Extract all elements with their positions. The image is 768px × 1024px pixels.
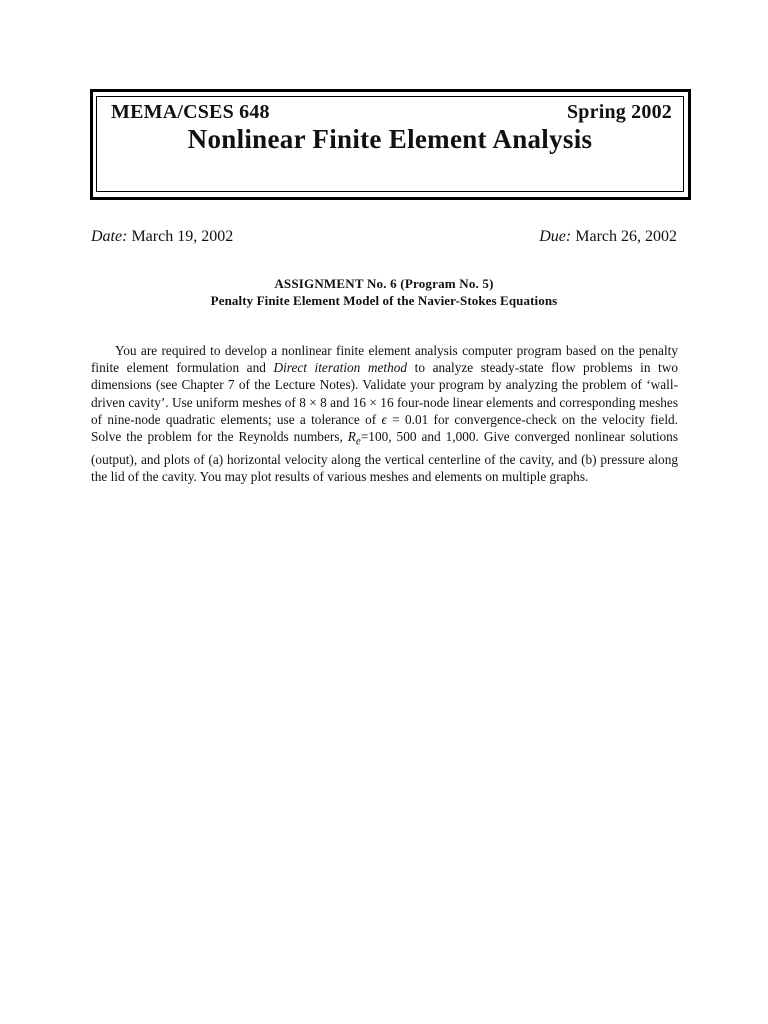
assignment-subtitle: Penalty Finite Element Model of the Navier-Stokes Equations <box>210 293 558 308</box>
epsilon-symbol: ϵ <box>381 411 387 427</box>
course-term: Spring 2002 <box>566 101 672 123</box>
body-text-4: =100, 500 and 1,000. Give converged nonlinear solutions (output), and plots of (a) horizontal velocity along the vertical centerline of the cavity, and (b) pressure along the lid of the cavity. You may plot results of various meshes and elements on multiple graphs. <box>91 429 678 485</box>
due-label: Due: <box>539 228 572 245</box>
assignment-body-paragraph <box>91 342 678 485</box>
assignment-title: ASSIGNMENT No. 6 (Program No. 5) <box>274 276 494 291</box>
reynolds-symbol: R <box>347 429 356 445</box>
body-text-2: to analyze steady-state flow problems in two dimensions (see Chapter 7 of the Lecture Notes). Validate your program by analyzing the problem of ‘wall-driven cavity’. Use uniform meshes of 8 × 8 and 16 × 16 four-node linear elements and corresponding meshes of nine-node quadratic elements; use a tolerance of <box>91 360 679 427</box>
body-text-3: = 0.01 for convergence-check on the velocity field. Solve the problem for the Reynolds numbers, <box>91 411 678 445</box>
body-text-1: You are required to develop a nonlinear finite element analysis computer program based on the penalty finite element formulation and <box>91 343 678 376</box>
due-date <box>539 228 677 246</box>
assigned-date <box>91 228 233 246</box>
due-value: March 26, 2002 <box>575 228 677 245</box>
reynolds-subscript: e <box>355 435 361 448</box>
course-code: MEMA/CSES 648 <box>111 101 270 123</box>
body-method-name: Direct iteration method <box>273 360 408 376</box>
date-value: March 19, 2002 <box>131 228 234 245</box>
date-label: Date: <box>91 228 128 245</box>
course-title: Nonlinear Finite Element Analysis <box>187 124 593 154</box>
